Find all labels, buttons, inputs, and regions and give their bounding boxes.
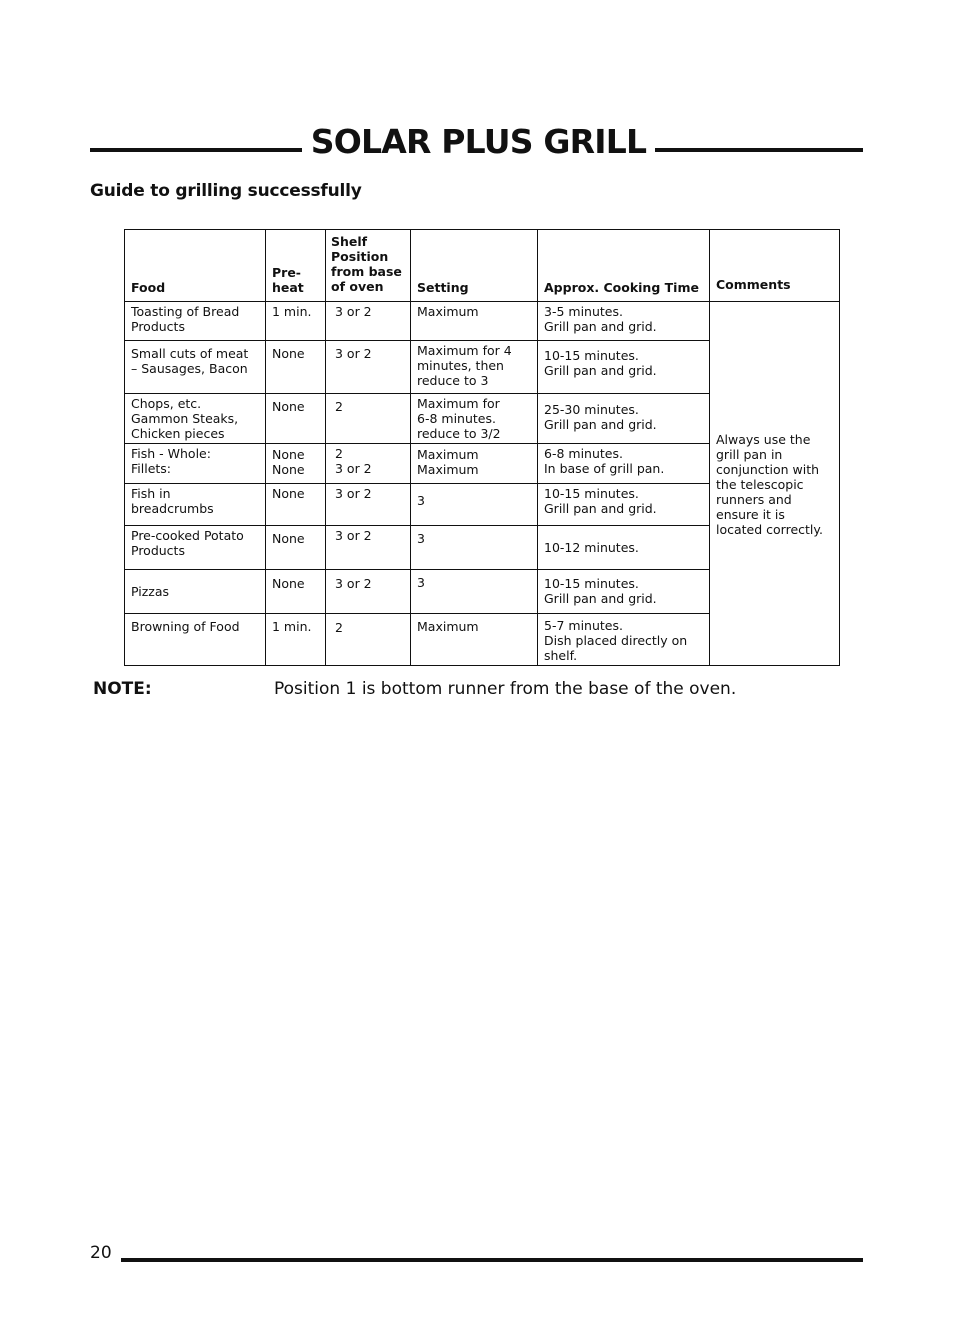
page-title-bar xyxy=(90,120,863,164)
cell-time: 25-30 minutes. Grill pan and grid. xyxy=(538,394,710,444)
cell-food: Fish - Whole: Fillets: xyxy=(125,444,266,484)
cell-comments: Always use the grill pan in conjunction with the telescopic runners and ensure it is located correctly. xyxy=(710,302,840,666)
cell-shelf: 2 xyxy=(326,394,411,444)
cell-preheat: 1 min. xyxy=(266,614,326,666)
cell-time: 6-8 minutes. In base of grill pan. xyxy=(538,444,710,484)
cell-time: 10-15 minutes. Grill pan and grid. xyxy=(538,341,710,394)
cell-shelf: 3 or 2 xyxy=(326,302,411,341)
page-title: SOLAR PLUS GRILL xyxy=(310,122,647,161)
cell-shelf: 2 xyxy=(326,614,411,666)
cell-time: 10-15 minutes. Grill pan and grid. xyxy=(538,484,710,526)
cell-setting: Maximum xyxy=(411,302,538,341)
cell-time: 3-5 minutes. Grill pan and grid. xyxy=(538,302,710,341)
header-food: Food xyxy=(125,230,266,302)
note-text: Position 1 is bottom runner from the base of the oven. xyxy=(274,679,737,699)
title-rule-right xyxy=(655,148,863,152)
section-heading: Guide to grilling successfully xyxy=(90,181,362,201)
header-setting: Setting xyxy=(411,230,538,302)
header-cooking-time: Approx. Cooking Time xyxy=(538,230,710,302)
cell-time: 10-15 minutes. Grill pan and grid. xyxy=(538,570,710,614)
cell-shelf: 3 or 2 xyxy=(326,570,411,614)
header-preheat: Pre- heat xyxy=(266,230,326,302)
cell-food: Small cuts of meat – Sausages, Bacon xyxy=(125,341,266,394)
note-label: NOTE: xyxy=(93,679,152,699)
cell-shelf: 3 or 2 xyxy=(326,526,411,570)
cell-food: Toasting of Bread Products xyxy=(125,302,266,341)
cell-setting: 3 xyxy=(411,484,538,526)
cell-time: 10-12 minutes. xyxy=(538,526,710,570)
cell-setting: Maximum Maximum xyxy=(411,444,538,484)
table-row xyxy=(125,302,840,341)
header-comments: Comments xyxy=(710,230,840,302)
cell-setting: Maximum for 6-8 minutes. reduce to 3/2 xyxy=(411,394,538,444)
cell-setting: Maximum xyxy=(411,614,538,666)
cell-preheat: None xyxy=(266,394,326,444)
cell-food: Browning of Food xyxy=(125,614,266,666)
cell-shelf: 3 or 2 xyxy=(326,341,411,394)
cell-preheat: None None xyxy=(266,444,326,484)
cell-food: Fish in breadcrumbs xyxy=(125,484,266,526)
cell-setting: Maximum for 4 minutes, then reduce to 3 xyxy=(411,341,538,394)
cell-setting: 3 xyxy=(411,570,538,614)
cell-shelf: 2 3 or 2 xyxy=(326,444,411,484)
table-header-row xyxy=(125,230,840,302)
cell-food: Chops, etc. Gammon Steaks, Chicken pieces xyxy=(125,394,266,444)
cell-time: 5-7 minutes. Dish placed directly on shelf. xyxy=(538,614,710,666)
header-shelf-position: Shelf Position from base of oven xyxy=(326,230,411,302)
title-rule-left xyxy=(90,148,302,152)
cell-preheat: None xyxy=(266,484,326,526)
cell-preheat: 1 min. xyxy=(266,302,326,341)
cell-food: Pre-cooked Potato Products xyxy=(125,526,266,570)
page-number: 20 xyxy=(90,1243,112,1263)
cell-preheat: None xyxy=(266,570,326,614)
cell-setting: 3 xyxy=(411,526,538,570)
cell-shelf: 3 or 2 xyxy=(326,484,411,526)
cell-preheat: None xyxy=(266,526,326,570)
cell-preheat: None xyxy=(266,341,326,394)
footer-rule xyxy=(121,1258,863,1262)
cell-food: Pizzas xyxy=(125,570,266,614)
grilling-guide-table xyxy=(124,229,840,666)
